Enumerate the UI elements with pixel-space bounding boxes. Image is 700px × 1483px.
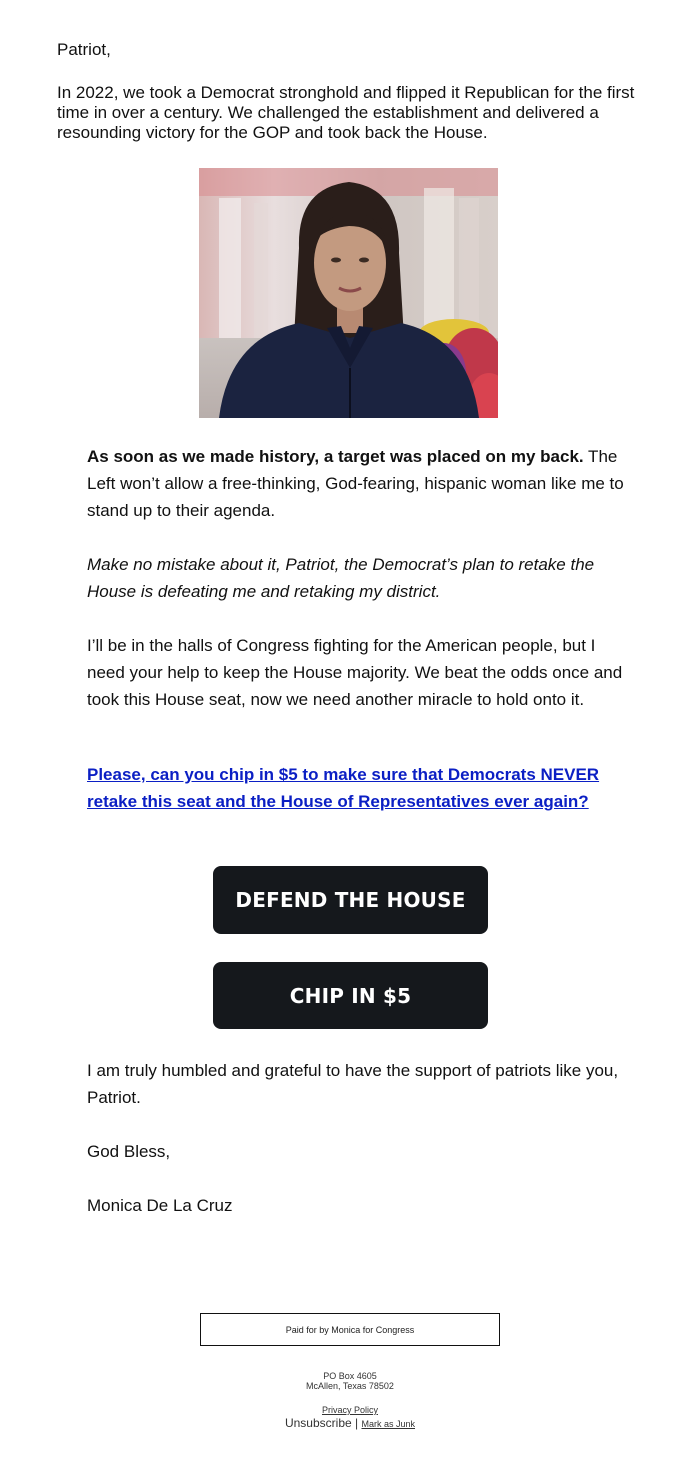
privacy-row — [0, 1405, 700, 1415]
footer-separator: | — [355, 1416, 359, 1430]
privacy-policy-link[interactable]: Privacy Policy — [321, 1405, 378, 1415]
greeting: Patriot, — [57, 40, 111, 59]
paid-for-text: Paid for by Monica for Congress — [285, 1324, 415, 1335]
paragraph-target-rest: The Left won’t allow a free-thinking, God-fearing, hispanic woman like me to stand up to their agenda. — [87, 447, 624, 520]
paragraph-appeal: I’ll be in the halls of Congress fighting for the American people, but I need your help to keep the House majority. We beat the odds once and took this House seat, now we need another miracle to hold onto it. — [87, 636, 623, 709]
address-line-2: McAllen, Texas 78502 — [306, 1381, 394, 1391]
paid-for-disclaimer — [200, 1313, 500, 1346]
candidate-photo — [199, 168, 498, 418]
cta-paragraph — [87, 761, 627, 815]
paragraph-target — [87, 443, 627, 524]
signature: Monica De La Cruz — [87, 1196, 233, 1215]
paragraph-target-bold: As soon as we made history, a target was placed on my back. — [87, 447, 584, 466]
mailing-address — [0, 1371, 700, 1391]
paragraph-warning: Make no mistake about it, Patriot, the Democrat’s plan to retake the House is defeating me and retaking my district. — [87, 555, 595, 601]
defend-the-house-button[interactable]: DEFEND THE HOUSE — [213, 866, 488, 934]
unsubscribe-row — [0, 1416, 700, 1430]
address-line-1: PO Box 4605 — [323, 1371, 377, 1381]
intro-paragraph: In 2022, we took a Democrat stronghold and flipped it Republican for the first time in over a century. We challenged the establishment and delivered a resounding victory for the GOP and took back the House. — [57, 83, 635, 142]
donate-link[interactable]: Please, can you chip in $5 to make sure that Democrats NEVER retake this seat and the House of Representatives ever again? — [87, 765, 600, 811]
chip-in-button[interactable]: CHIP IN $5 — [213, 962, 488, 1029]
paragraph-thanks: I am truly humbled and grateful to have the support of patriots like you, Patriot. — [87, 1061, 619, 1107]
unsubscribe-text[interactable]: Unsubscribe — [284, 1416, 352, 1430]
signoff: God Bless, — [87, 1142, 171, 1161]
mark-as-junk-link[interactable]: Mark as Junk — [361, 1419, 416, 1429]
